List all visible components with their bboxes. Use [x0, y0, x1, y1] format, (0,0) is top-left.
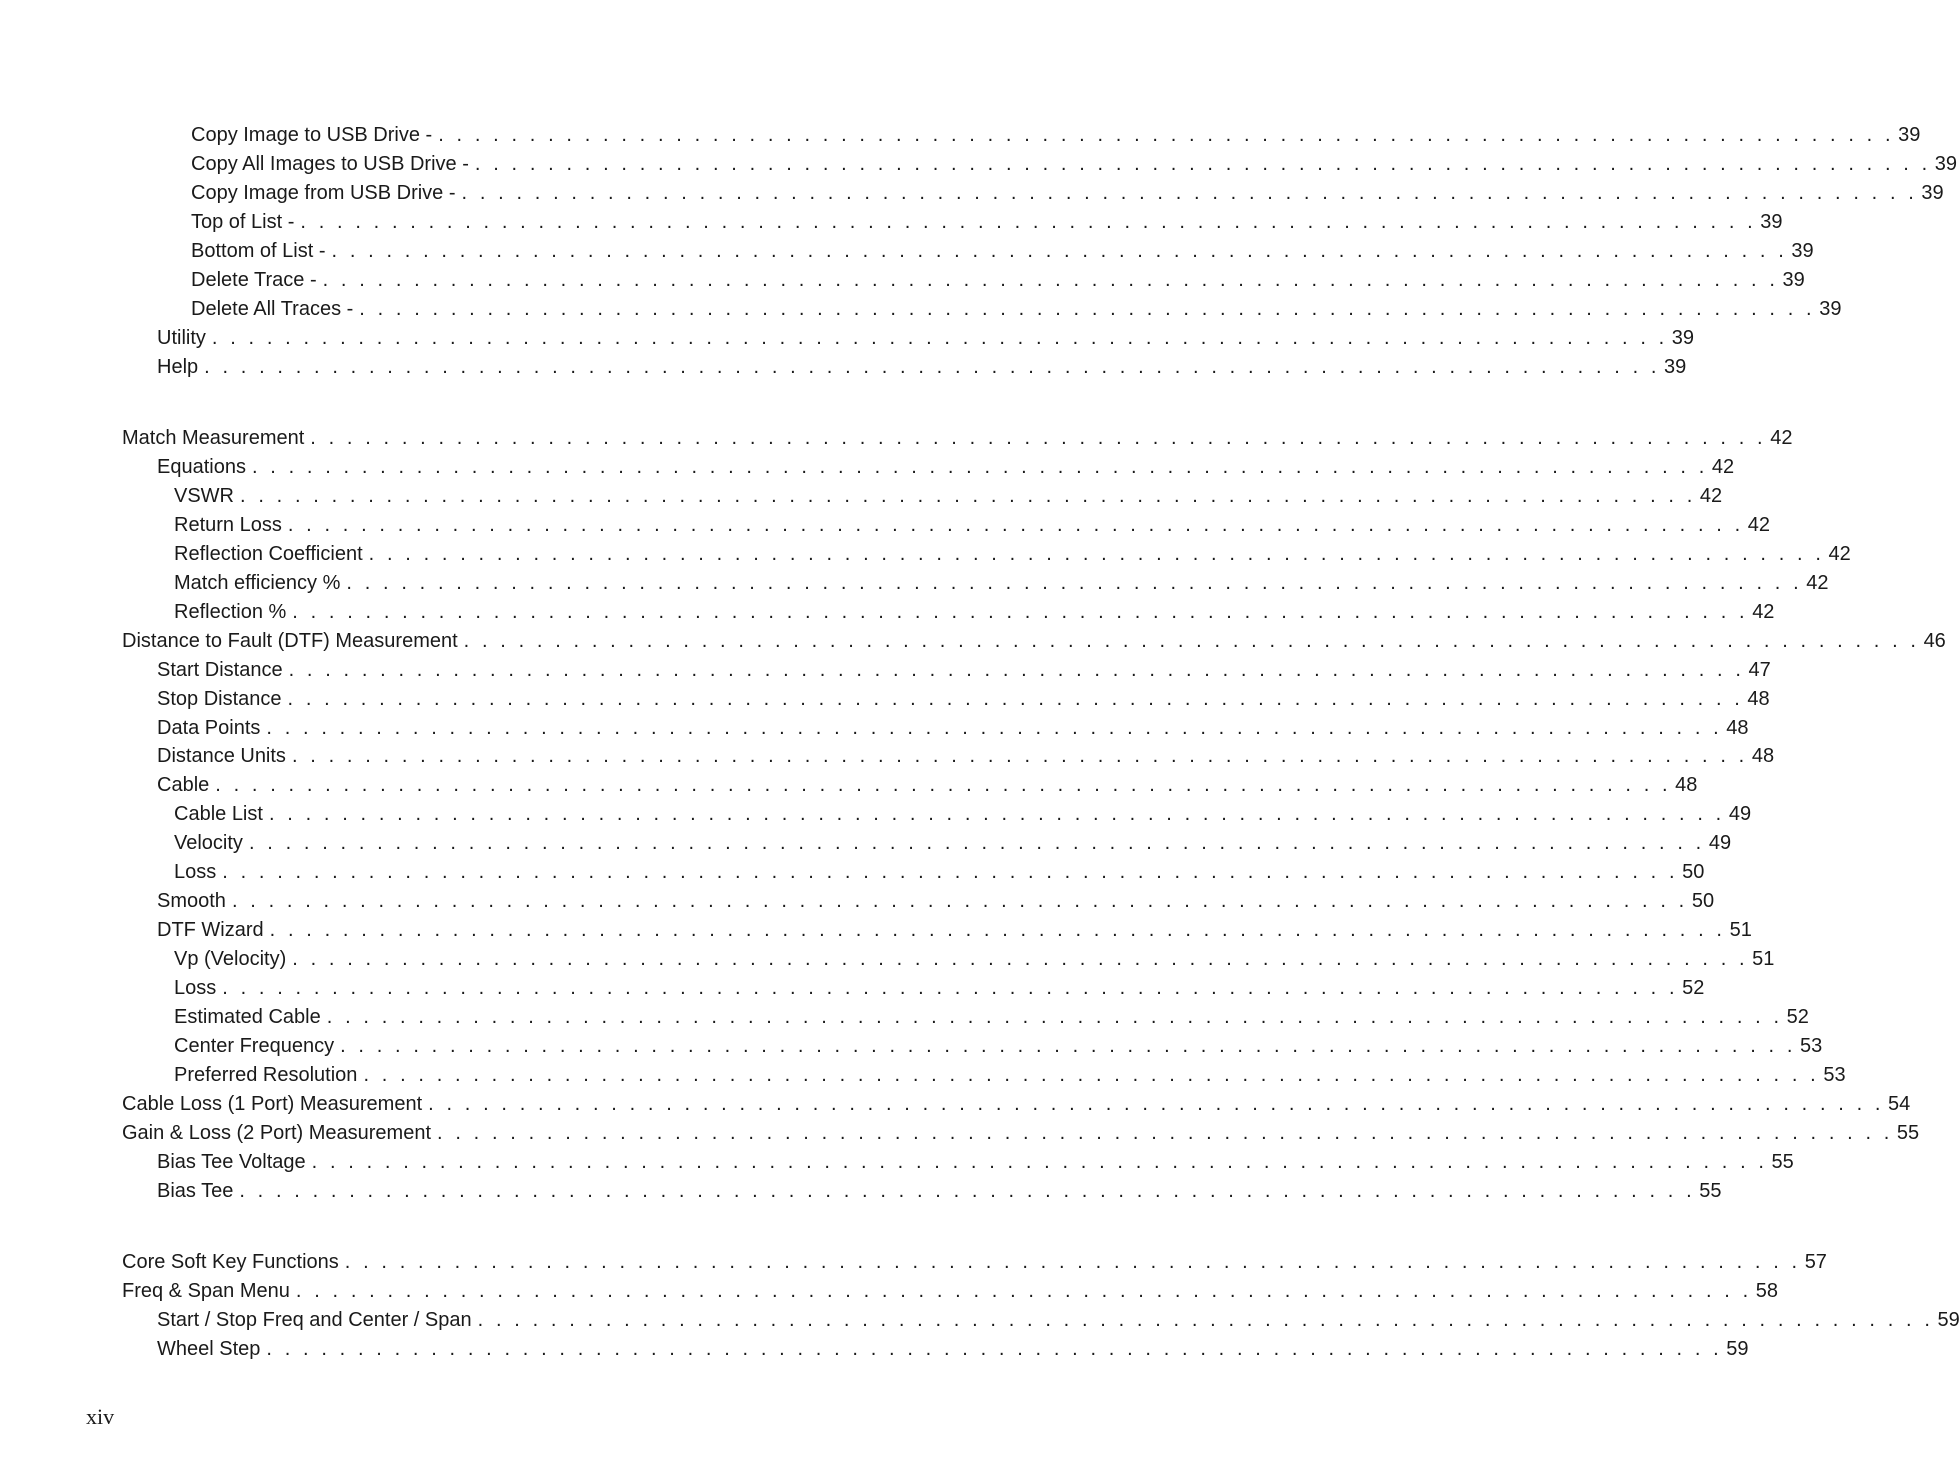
- toc-entry[interactable]: [174, 514, 1770, 543]
- toc-entry[interactable]: [174, 832, 1732, 861]
- toc-entry[interactable]: [157, 659, 1771, 688]
- toc-entry[interactable]: [157, 456, 1735, 485]
- dot-leader: . . . . . . . . . . . . . . . . . . . . . . . . . . . . . . . . . . . . . . . . . . . . . . . . . . . . . . . . . . . . . . . . . . . . . . . . . . . . . . . .: [292, 601, 1749, 623]
- toc-entry-page: 46: [1923, 630, 1946, 652]
- toc-entry-label: Reflection %: [174, 601, 287, 623]
- toc-entry-label: Loss: [174, 861, 217, 883]
- toc-entry[interactable]: [174, 572, 1829, 601]
- toc-entry-page: 52: [1786, 1006, 1809, 1028]
- toc-entry-page: 39: [1782, 269, 1805, 291]
- dot-leader: . . . . . . . . . . . . . . . . . . . . . . . . . . . . . . . . . . . . . . . . . . . . . . . . . . . . . . . . . . . . . . . . . . . . . . . . . . . . . . . .: [359, 298, 1816, 320]
- toc-entry-label: Wheel Step: [157, 1338, 261, 1360]
- toc-entry-page: 42: [1752, 601, 1775, 623]
- toc-entry-page: 42: [1828, 543, 1851, 565]
- dot-leader: . . . . . . . . . . . . . . . . . . . . . . . . . . . . . . . . . . . . . . . . . . . . . . . . . . . . . . . . . . . . . . . . . . . . . . . . . . . . . . . .: [463, 630, 1920, 652]
- dot-leader: . . . . . . . . . . . . . . . . . . . . . . . . . . . . . . . . . . . . . . . . . . . . . . . . . . . . . . . . . . . . . . . . . . . . . . . . . . . . . . . .: [215, 774, 1672, 796]
- dot-leader: . . . . . . . . . . . . . . . . . . . . . . . . . . . . . . . . . . . . . . . . . . . . . . . . . . . . . . . . . . . . . . . . . . . . . . . . . . . . . . . .: [287, 688, 1744, 710]
- dot-leader: . . . . . . . . . . . . . . . . . . . . . . . . . . . . . . . . . . . . . . . . . . . . . . . . . . . . . . . . . . . . . . . . . . . . . . . . . . . . . . . .: [239, 1180, 1696, 1202]
- toc-entry-label: Smooth: [157, 890, 226, 912]
- toc-entry[interactable]: [122, 1251, 1827, 1280]
- toc-entry-page: 48: [1675, 774, 1698, 796]
- toc-entry[interactable]: [157, 774, 1698, 803]
- dot-leader: . . . . . . . . . . . . . . . . . . . . . . . . . . . . . . . . . . . . . . . . . . . . . . . . . . . . . . . . . . . . . . . . . . . . . . . . . . . . . . . .: [251, 456, 1708, 478]
- toc-entry[interactable]: [174, 977, 1705, 1006]
- page-number: xiv: [86, 1404, 115, 1429]
- toc-entry-label: Data Points: [157, 717, 261, 739]
- toc-entry[interactable]: [122, 1280, 1779, 1309]
- toc-entry-label: Center Frequency: [174, 1035, 335, 1057]
- toc-entry[interactable]: [157, 890, 1715, 919]
- toc-entry[interactable]: [157, 745, 1775, 774]
- toc-entry-page: 53: [1799, 1035, 1823, 1057]
- dot-leader: . . . . . . . . . . . . . . . . . . . . . . . . . . . . . . . . . . . . . . . . . . . . . . . . . . . . . . . . . . . . . . . . . . . . . . . . . . . . . . . .: [300, 211, 1757, 233]
- toc-entry-page: 48: [1751, 745, 1775, 767]
- toc-entry-label: Delete Trace -: [191, 269, 317, 291]
- dot-leader: . . . . . . . . . . . . . . . . . . . . . . . . . . . . . . . . . . . . . . . . . . . . . . . . . . . . . . . . . . . . . . . . . . . . . . . . . . . . . . . .: [291, 745, 1748, 767]
- toc-entry-label: Copy Image to USB Drive -: [191, 124, 433, 146]
- toc-entry-page: 59: [1726, 1338, 1749, 1360]
- dot-leader: . . . . . . . . . . . . . . . . . . . . . . . . . . . . . . . . . . . . . . . . . . . . . . . . . . . . . . . . . . . . . . . . . . . . . . . . . . . . . . . .: [268, 803, 1725, 825]
- dot-leader: . . . . . . . . . . . . . . . . . . . . . . . . . . . . . . . . . . . . . . . . . . . . . . . . . . . . . . . . . . . . . . . . . . . . . . . . . . . . . . . .: [288, 659, 1745, 681]
- toc-entry-label: Cable Loss (1 Port) Measurement: [122, 1093, 423, 1115]
- dot-leader: . . . . . . . . . . . . . . . . . . . . . . . . . . . . . . . . . . . . . . . . . . . . . . . . . . . . . . . . . . . . . . . . . . . . . . . . . . . . . . . .: [344, 1251, 1801, 1273]
- toc-entry-label: Start / Stop Freq and Center / Span: [157, 1309, 472, 1331]
- toc-entry[interactable]: [191, 269, 1805, 298]
- toc-entry-label: Velocity: [174, 832, 243, 854]
- toc-entry-page: 48: [1726, 717, 1749, 739]
- toc-entry[interactable]: [174, 1006, 1809, 1035]
- toc-entry-label: DTF Wizard: [157, 919, 264, 941]
- toc-entry-page: 39: [1921, 182, 1944, 204]
- dot-leader: . . . . . . . . . . . . . . . . . . . . . . . . . . . . . . . . . . . . . . . . . . . . . . . . . . . . . . . . . . . . . . . . . . . . . . . . . . . . . . . .: [340, 1035, 1796, 1057]
- toc-entry-label: Distance Units: [157, 745, 286, 767]
- toc-entry-page: 51: [1729, 919, 1752, 941]
- toc-entry-page: 50: [1682, 861, 1705, 883]
- toc-entry-label: Vp (Velocity): [174, 948, 287, 970]
- dot-leader: . . . . . . . . . . . . . . . . . . . . . . . . . . . . . . . . . . . . . . . . . . . . . . . . . . . . . . . . . . . . . . . . . . . . . . . . . . . . . . . .: [477, 1309, 1934, 1331]
- toc-entry-label: Preferred Resolution: [174, 1064, 358, 1086]
- dot-leader: . . . . . . . . . . . . . . . . . . . . . . . . . . . . . . . . . . . . . . . . . . . . . . . . . . . . . . . . . . . . . . . . . . . . . . . . . . . . . . . .: [295, 1280, 1752, 1302]
- toc-entry[interactable]: [157, 688, 1770, 717]
- toc-entry-page: 39: [1760, 211, 1783, 233]
- dot-leader: . . . . . . . . . . . . . . . . . . . . . . . . . . . . . . . . . . . . . . . . . . . . . . . . . . . . . . . . . . . . . . . . . . . . . . . . . . . . . . . .: [437, 1122, 1893, 1144]
- toc-entry[interactable]: [122, 1122, 1920, 1151]
- dot-leader: . . . . . . . . . . . . . . . . . . . . . . . . . . . . . . . . . . . . . . . . . . . . . . . . . . . . . . . . . . . . . . . . . . . . . . . . . . . . . . . .: [266, 1338, 1723, 1360]
- toc-entry-page: 58: [1755, 1280, 1779, 1302]
- toc-entry-label: Return Loss: [174, 514, 282, 536]
- toc-entry-label: Match Measurement: [122, 427, 305, 449]
- dot-leader: . . . . . . . . . . . . . . . . . . . . . . . . . . . . . . . . . . . . . . . . . . . . . . . . . . . . . . . . . . . . . . . . . . . . . . . . . . . . . . . .: [266, 717, 1723, 739]
- dot-leader: . . . . . . . . . . . . . . . . . . . . . . . . . . . . . . . . . . . . . . . . . . . . . . . . . . . . . . . . . . . . . . . . . . . . . . . . . . . . . . . .: [287, 514, 1744, 536]
- dot-leader: . . . . . . . . . . . . . . . . . . . . . . . . . . . . . . . . . . . . . . . . . . . . . . . . . . . . . . . . . . . . . . . . . . . . . . . . . . . . . . . .: [222, 977, 1679, 999]
- toc-entry[interactable]: [174, 948, 1775, 977]
- toc-entry-label: Cable List: [174, 803, 263, 825]
- toc-entry[interactable]: [191, 240, 1814, 269]
- dot-leader: . . . . . . . . . . . . . . . . . . . . . . . . . . . . . . . . . . . . . . . . . . . . . . . . . . . . . . . . . . . . . . . . . . . . . . . . . . . . . . . .: [211, 327, 1668, 349]
- toc-entry-label: Top of List -: [191, 211, 295, 233]
- toc-entry[interactable]: [191, 124, 1921, 153]
- toc-entry-page: 42: [1770, 427, 1793, 449]
- toc-entry-page: 57: [1804, 1251, 1827, 1273]
- dot-leader: . . . . . . . . . . . . . . . . . . . . . . . . . . . . . . . . . . . . . . . . . . . . . . . . . . . . . . . . . . . . . . . . . . . . . . . . . . . . . . . .: [311, 1151, 1768, 1173]
- dot-leader: . . . . . . . . . . . . . . . . . . . . . . . . . . . . . . . . . . . . . . . . . . . . . . . . . . . . . . . . . . . . . . . . . . . . . . . . . . . . . . . .: [346, 572, 1803, 594]
- toc-entry-page: 55: [1699, 1180, 1722, 1202]
- toc-entry-page: 52: [1682, 977, 1705, 999]
- toc-entry-label: Stop Distance: [157, 688, 282, 710]
- toc-entry-page: 49: [1728, 803, 1752, 825]
- toc-entry-page: 47: [1748, 659, 1771, 681]
- toc-entry-page: 50: [1691, 890, 1715, 912]
- toc-entry-page: 39: [1791, 240, 1814, 262]
- toc-entry-label: Match efficiency %: [174, 572, 341, 594]
- toc-entry-label: Copy Image from USB Drive -: [191, 182, 456, 204]
- toc-entry[interactable]: [174, 485, 1723, 514]
- toc-entry-label: VSWR: [174, 485, 234, 507]
- toc-entry-page: 39: [1819, 298, 1842, 320]
- toc-entry-page: 42: [1711, 456, 1735, 478]
- toc-entry-page: 39: [1671, 327, 1695, 349]
- toc-entry-label: Delete All Traces -: [191, 298, 354, 320]
- toc-entry[interactable]: [157, 1338, 1749, 1367]
- toc-entry[interactable]: [157, 1151, 1794, 1180]
- toc-entry-label: Loss: [174, 977, 217, 999]
- toc-entry[interactable]: [122, 1093, 1911, 1122]
- toc-entry-label: Copy All Images to USB Drive -: [191, 153, 469, 175]
- toc-entry-page: 53: [1823, 1064, 1846, 1086]
- toc-entry-page: 42: [1699, 485, 1723, 507]
- toc-entry-page: 39: [1898, 124, 1921, 146]
- toc-entry-label: Bias Tee Voltage: [157, 1151, 306, 1173]
- dot-leader: . . . . . . . . . . . . . . . . . . . . . . . . . . . . . . . . . . . . . . . . . . . . . . . . . . . . . . . . . . . . . . . . . . . . . . . . . . . . . . . .: [331, 240, 1788, 262]
- toc-entry[interactable]: [157, 717, 1749, 746]
- toc-entry[interactable]: [191, 298, 1842, 327]
- toc-entry[interactable]: [174, 861, 1705, 890]
- dot-leader: . . . . . . . . . . . . . . . . . . . . . . . . . . . . . . . . . . . . . . . . . . . . . . . . . . . . . . . . . . . . . . . . . . . . . . . . . . . . . . . .: [231, 890, 1688, 912]
- toc-entry-label: Utility: [157, 327, 206, 349]
- toc-entry[interactable]: [122, 427, 1793, 456]
- toc-entry-label: Help: [157, 356, 199, 378]
- dot-leader: . . . . . . . . . . . . . . . . . . . . . . . . . . . . . . . . . . . . . . . . . . . . . . . . . . . . . . . . . . . . . . . . . . . . . . . . . . . . . . . .: [363, 1064, 1820, 1086]
- toc-entry-label: Bottom of List -: [191, 240, 326, 262]
- toc-entry-page: 48: [1747, 688, 1770, 710]
- toc-entry-label: Cable: [157, 774, 210, 796]
- dot-leader: . . . . . . . . . . . . . . . . . . . . . . . . . . . . . . . . . . . . . . . . . . . . . . . . . . . . . . . . . . . . . . . . . . . . . . . . . . . . . . . .: [310, 427, 1767, 449]
- toc-entry[interactable]: [174, 803, 1752, 832]
- toc-entry-label: Core Soft Key Functions: [122, 1251, 339, 1273]
- toc-entry-label: Gain & Loss (2 Port) Measurement: [122, 1122, 432, 1144]
- toc-entry[interactable]: [191, 211, 1783, 240]
- toc-entry[interactable]: [122, 630, 1946, 659]
- toc-entry[interactable]: [157, 356, 1687, 385]
- dot-leader: . . . . . . . . . . . . . . . . . . . . . . . . . . . . . . . . . . . . . . . . . . . . . . . . . . . . . . . . . . . . . . . . . . . . . . . . . . . . . . . .: [269, 919, 1726, 941]
- toc-entry-page: 54: [1888, 1093, 1911, 1115]
- dot-leader: . . . . . . . . . . . . . . . . . . . . . . . . . . . . . . . . . . . . . . . . . . . . . . . . . . . . . . . . . . . . . . . . . . . . . . . . . . . . . . . .: [322, 269, 1779, 291]
- toc-entry[interactable]: [174, 1035, 1823, 1064]
- toc-entry[interactable]: [157, 1309, 1960, 1338]
- toc-entry-label: Freq & Span Menu: [122, 1280, 290, 1302]
- toc-entry-page: 55: [1896, 1122, 1920, 1144]
- toc-entry-label: Start Distance: [157, 659, 283, 681]
- toc-entry[interactable]: [191, 182, 1944, 211]
- toc-entry-page: 42: [1806, 572, 1829, 594]
- dot-leader: . . . . . . . . . . . . . . . . . . . . . . . . . . . . . . . . . . . . . . . . . . . . . . . . . . . . . . . . . . . . . . . . . . . . . . . . . . . . . . . .: [438, 124, 1895, 146]
- toc-entry-label: Distance to Fault (DTF) Measurement: [122, 630, 458, 652]
- toc-entry[interactable]: [191, 153, 1958, 182]
- toc-entry-page: 42: [1747, 514, 1770, 536]
- dot-leader: . . . . . . . . . . . . . . . . . . . . . . . . . . . . . . . . . . . . . . . . . . . . . . . . . . . . . . . . . . . . . . . . . . . . . . . . . . . . . . . .: [248, 832, 1705, 854]
- toc-entry-page: 59: [1937, 1309, 1960, 1331]
- dot-leader: . . . . . . . . . . . . . . . . . . . . . . . . . . . . . . . . . . . . . . . . . . . . . . . . . . . . . . . . . . . . . . . . . . . . . . . . . . . . . . . .: [326, 1006, 1783, 1028]
- dot-leader: . . . . . . . . . . . . . . . . . . . . . . . . . . . . . . . . . . . . . . . . . . . . . . . . . . . . . . . . . . . . . . . . . . . . . . . . . . . . . . . .: [368, 543, 1825, 565]
- toc-entry[interactable]: [174, 1064, 1846, 1093]
- dot-leader: . . . . . . . . . . . . . . . . . . . . . . . . . . . . . . . . . . . . . . . . . . . . . . . . . . . . . . . . . . . . . . . . . . . . . . . . . . . . . . . .: [292, 948, 1749, 970]
- toc-entry-label: Estimated Cable: [174, 1006, 321, 1028]
- toc-entry-label: Equations: [157, 456, 246, 478]
- toc-entry-page: 49: [1708, 832, 1732, 854]
- toc-entry[interactable]: [157, 1180, 1722, 1209]
- dot-leader: . . . . . . . . . . . . . . . . . . . . . . . . . . . . . . . . . . . . . . . . . . . . . . . . . . . . . . . . . . . . . . . . . . . . . . . . . . . . . . . .: [474, 153, 1931, 175]
- toc-entry-page: 55: [1771, 1151, 1794, 1173]
- toc-entry-label: Bias Tee: [157, 1180, 234, 1202]
- toc-entry[interactable]: [174, 543, 1851, 572]
- dot-leader: . . . . . . . . . . . . . . . . . . . . . . . . . . . . . . . . . . . . . . . . . . . . . . . . . . . . . . . . . . . . . . . . . . . . . . . . . . . . . . . .: [222, 861, 1679, 883]
- toc-entry[interactable]: [157, 919, 1752, 948]
- toc-entry[interactable]: [174, 601, 1775, 630]
- toc-entry-page: 51: [1752, 948, 1775, 970]
- toc-entry-label: Reflection Coefficient: [174, 543, 363, 565]
- dot-leader: . . . . . . . . . . . . . . . . . . . . . . . . . . . . . . . . . . . . . . . . . . . . . . . . . . . . . . . . . . . . . . . . . . . . . . . . . . . . . . . .: [240, 485, 1696, 507]
- toc-entry-page: 39: [1934, 153, 1958, 175]
- toc-entry[interactable]: [157, 327, 1695, 356]
- dot-leader: . . . . . . . . . . . . . . . . . . . . . . . . . . . . . . . . . . . . . . . . . . . . . . . . . . . . . . . . . . . . . . . . . . . . . . . . . . . . . . . .: [461, 182, 1918, 204]
- toc-entry-page: 39: [1664, 356, 1687, 378]
- dot-leader: . . . . . . . . . . . . . . . . . . . . . . . . . . . . . . . . . . . . . . . . . . . . . . . . . . . . . . . . . . . . . . . . . . . . . . . . . . . . . . . .: [428, 1093, 1885, 1115]
- dot-leader: . . . . . . . . . . . . . . . . . . . . . . . . . . . . . . . . . . . . . . . . . . . . . . . . . . . . . . . . . . . . . . . . . . . . . . . . . . . . . . . .: [204, 356, 1661, 378]
